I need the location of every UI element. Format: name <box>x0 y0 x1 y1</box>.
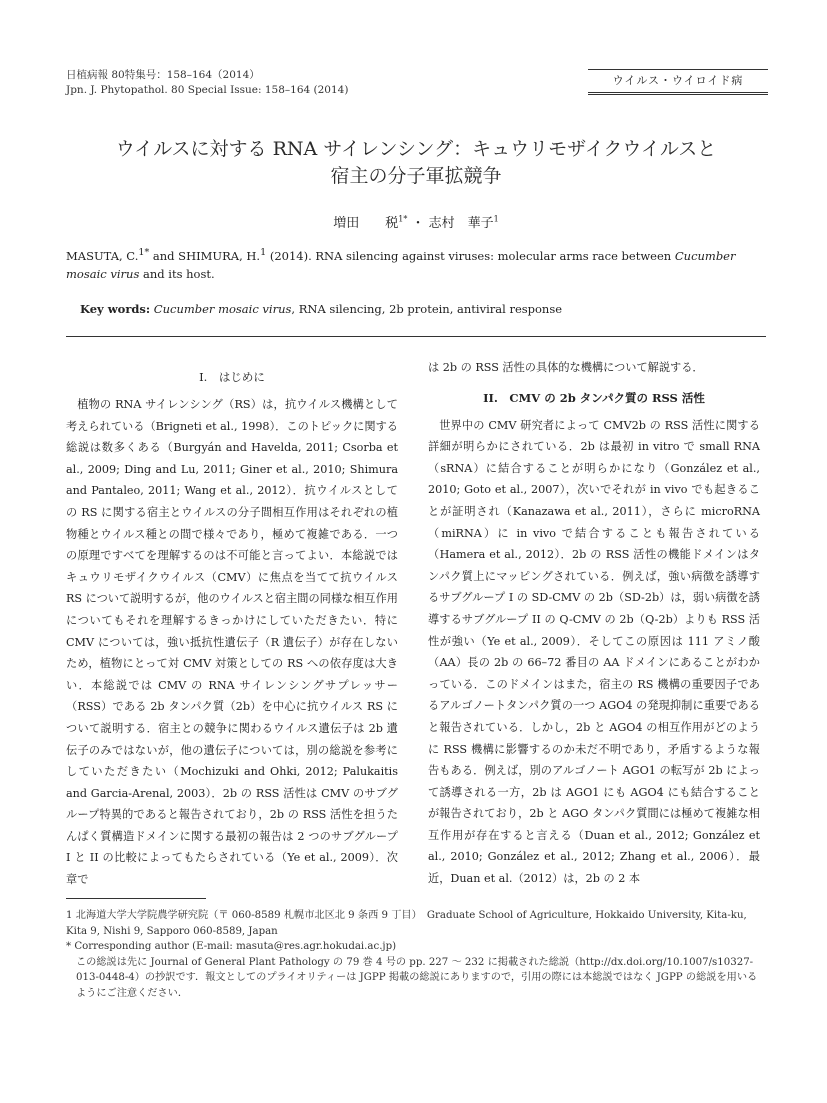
category-label: ウイルス・ウイロイド病 <box>612 74 744 87</box>
footnote-affiliation: 1 北海道大学大学院農学研究院（〒 060-8589 札幌市北区北 9 条西 9 丁目） Graduate School of Agriculture, Hokkaido University, Kita-ku, Kita 9, Nishi 9, Sapporo 060-8589, Japan <box>66 910 747 937</box>
continuation-text: は 2b の RSS 活性の具体的な機構について解説する． <box>428 361 704 374</box>
article-title <box>66 136 766 190</box>
title-line-2: 宿主の分子軍拡競争 <box>330 165 502 187</box>
citation-virus-name: Cucumber mosaic virus <box>66 248 736 281</box>
left-column <box>66 364 398 891</box>
section-heading-2b: II. CMV の 2b タンパク質の RSS 活性 <box>483 390 705 405</box>
citation-author-2: and SHIMURA, H. <box>149 248 261 263</box>
citation-title: (2014). RNA silencing against viruses: molecular arms race between <box>266 248 675 263</box>
section-heading-intro: I. はじめに <box>199 370 265 384</box>
keywords <box>80 302 562 316</box>
citation-title-end: and its host. <box>139 266 215 281</box>
citation <box>66 244 766 283</box>
footnote-corresponding: * Corresponding author (E-mail: masuta@res.agr.hokudai.ac.jp) <box>66 941 397 953</box>
right-column <box>428 357 760 890</box>
intro-paragraph: 植物の RNA サイレンシング（RS）は，抗ウイルス機構として考えられている（Brigneti et al., 1998）．このトピックに関する総説は数多くある（Burgyán and Havelda, 2011; Csorba et al., 2009; Ding and Lu, 2011; Giner et al., 2010; Shimura and Pantaleo, 2011; Wang et al., 2012）．抗ウイルスとしての RS に関する宿主とウイルスの分子間相互作用はそれぞれの植物種とウイルス種との間で様々であり，極めて複雑である．一つの原理ですべてを理解するのは不可能と言ってよい．本総説ではキュウリモザイクウイルス（CMV）に焦点を当てて抗ウイルス RS について説明するが，他のウイルスと宿主間の同様な相互作用についてもそれを理解するきっかけにしていただきたい．特に CMV については，強い抵抗性遺伝子（R 遺伝子）が存在しないため，植物にとって対 CMV 対策としての RS への依存度は大きい．本総説では CMV の RNA サイレンシングサプレッサー（RSS）である 2b タンパク質（2b）を中心に抗ウイルス RS について説明する．宿主との競争に関わるウイルス遺伝子は 2b 遺伝子のみではないが，他の遺伝子については，別の総説を参考にしていただきたい（Mochizuki and Ohki, 2012; Palukaitis and Garcia-Arenal, 2003）．2b の RSS 活性は CMV のサブグループ特異的であると報告されており，2b の RSS 活性を担うたんぱく質構造ドメインに関する最初の報告は 2 つのサブグループ I と II の比較によってもたらされている（Ye et al., 2009）．次章で <box>66 398 398 887</box>
keywords-label: Key words: <box>80 302 151 316</box>
keywords-rest: , RNA silencing, 2b protein, antiviral response <box>291 302 563 316</box>
author-2: 志村 華子 <box>428 216 494 231</box>
footnote-note: この総説は先に Journal of General Plant Pathology の 79 巻 4 号の pp. 227 ～ 232 に掲載された総説（http://dx.doi.org/10.1007/s10327-013-0448-4）の抄訳です．報文としてのプライオリティーは JGPP 掲載の総説にありますので，引用の際には本総説ではなく JGPP の総説を用いるようにご注意ください． <box>76 956 758 999</box>
author-1: 増田 税 <box>333 216 399 231</box>
footnotes <box>66 908 766 1002</box>
category-label-box <box>588 69 768 95</box>
journal-name-en: Jpn. J. Phytopathol. 80 Special Issue: 158–164 (2014) <box>66 84 349 96</box>
author-1-affil: 1* <box>398 214 408 224</box>
author-list <box>66 212 766 231</box>
journal-name-ja: 日植病報 80特集号：158–164（2014） <box>66 69 260 81</box>
keyword-virus: Cucumber mosaic virus <box>153 302 292 316</box>
header-divider <box>66 336 766 337</box>
footnote-divider <box>66 898 206 899</box>
citation-sup-2: 1 <box>260 247 267 258</box>
title-line-1: ウイルスに対する RNA サイレンシング：キュウリモザイクウイルスと <box>115 138 717 160</box>
journal-header <box>66 68 348 98</box>
citation-author-1: MASUTA, C. <box>66 248 139 263</box>
citation-sup-1: 1* <box>138 247 150 258</box>
author-2-affil: 1 <box>493 214 499 224</box>
author-separator: ・ <box>411 216 425 231</box>
section2-paragraph: 世界中の CMV 研究者によって CMV2b の RSS 活性に関する詳細が明らかにされている．2b は最初 in vitro で small RNA（sRNA）に結合することが明らかになり（González et al., 2010; Goto et al., 2007），次いでそれが in vivo でも起きることが証明され（Kanazawa et al., 2011），さらに microRNA（miRNA）に in vivo で結合することも報告されている（Hamera et al., 2012）．2b の RSS 活性の機能ドメインはタンパク質上にマッピングされている．例えば，強い病徴を誘導するサブグループ I の SD-CMV の 2b（SD-2b）は，弱い病徴を誘導するサブグループ II の Q-CMV の 2b（Q-2b）よりも RSS 活性が強い（Ye et al., 2009）．そしてこの原因は 111 アミノ酸（AA）長の 2b の 66–72 番目の AA ドメインにあることがわかっている．このドメインはまた，宿主の RS 機構の重要因子であるアルゴノートタンパク質の一つ AGO4 の発現抑制に重要であると報告されている．しかし，2b と AGO4 の相互作用がどのように RSS 機構に影響するのか未だ不明であり，矛盾するような報告もある．例えば，別のアルゴノート AGO1 の転写が 2b によって誘導される一方，2b は AGO1 にも AGO4 にも結合することが報告されており，2b と AGO タンパク質間には極めて複雑な相互作用が存在すると言える（Duan et al., 2012; González et al., 2010; González et al., 2012; Zhang et al., 2006）．最近，Duan et al.（2012）は，2b の 2 本 <box>428 418 760 886</box>
